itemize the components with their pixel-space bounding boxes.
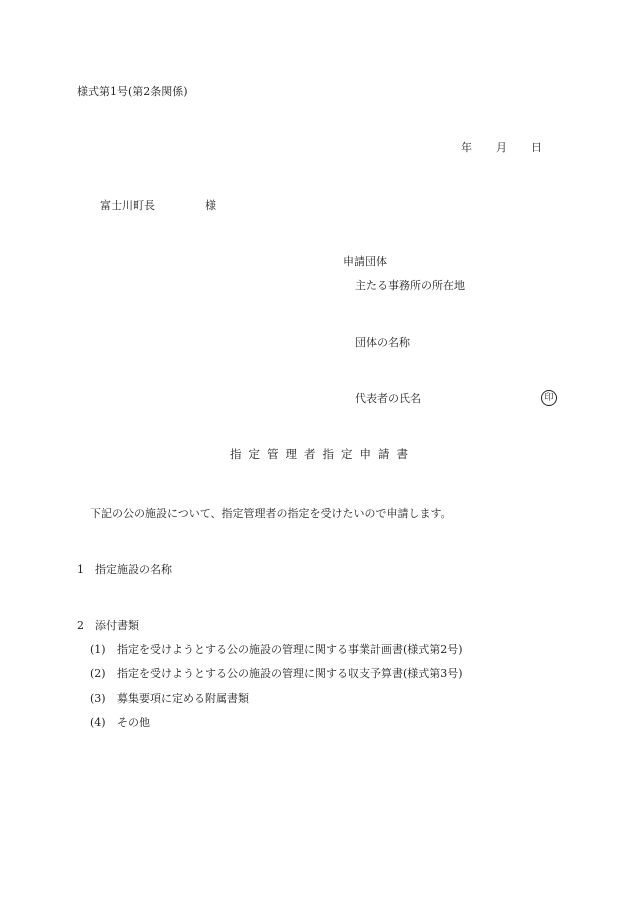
document-title: 指定管理者指定申請書 (230, 447, 415, 461)
addressee-name: 富士川町長 (100, 199, 155, 212)
body-text: 下記の公の施設について、指定管理者の指定を受けたいので申請します。 (90, 507, 452, 520)
group-name-label: 団体の名称 (355, 336, 410, 349)
address-label: 主たる事務所の所在地 (355, 279, 465, 292)
addressee-honorific: 様 (205, 199, 216, 212)
attachment-item (90, 668, 463, 679)
attachment-item-text: 指定を受けようとする公の施設の管理に関する事業計画書(様式第2号) (117, 643, 463, 656)
attachment-item-number: (2) (90, 667, 106, 680)
attachment-item-number: (3) (90, 692, 106, 705)
form-number: 様式第1号(第2条関係) (77, 85, 188, 98)
date-line (461, 142, 542, 153)
section-number: 1 (77, 563, 84, 576)
section-number: 2 (77, 619, 84, 632)
attachment-item (90, 717, 150, 728)
date-year: 年 (461, 141, 472, 154)
attachment-item-text: 募集要項に定める附属書類 (117, 692, 249, 705)
attachment-item-number: (4) (90, 716, 106, 729)
addressee-line (100, 200, 216, 211)
attachment-item (90, 693, 249, 704)
section-label: 添付書類 (95, 619, 139, 632)
attachment-item-text: その他 (117, 716, 150, 729)
date-day: 日 (531, 141, 542, 154)
attachment-item-text: 指定を受けようとする公の施設の管理に関する収支予算書(様式第3号) (117, 667, 463, 680)
section-facility-name (77, 564, 172, 575)
section-label: 指定施設の名称 (95, 563, 172, 576)
applicant-heading: 申請団体 (343, 255, 387, 268)
date-month: 月 (496, 141, 507, 154)
representative-name-label: 代表者の氏名 (355, 392, 421, 405)
attachment-item (90, 644, 463, 655)
attachment-item-number: (1) (90, 643, 106, 656)
section-attachments (77, 620, 139, 631)
seal-mark: 印 (541, 390, 557, 406)
